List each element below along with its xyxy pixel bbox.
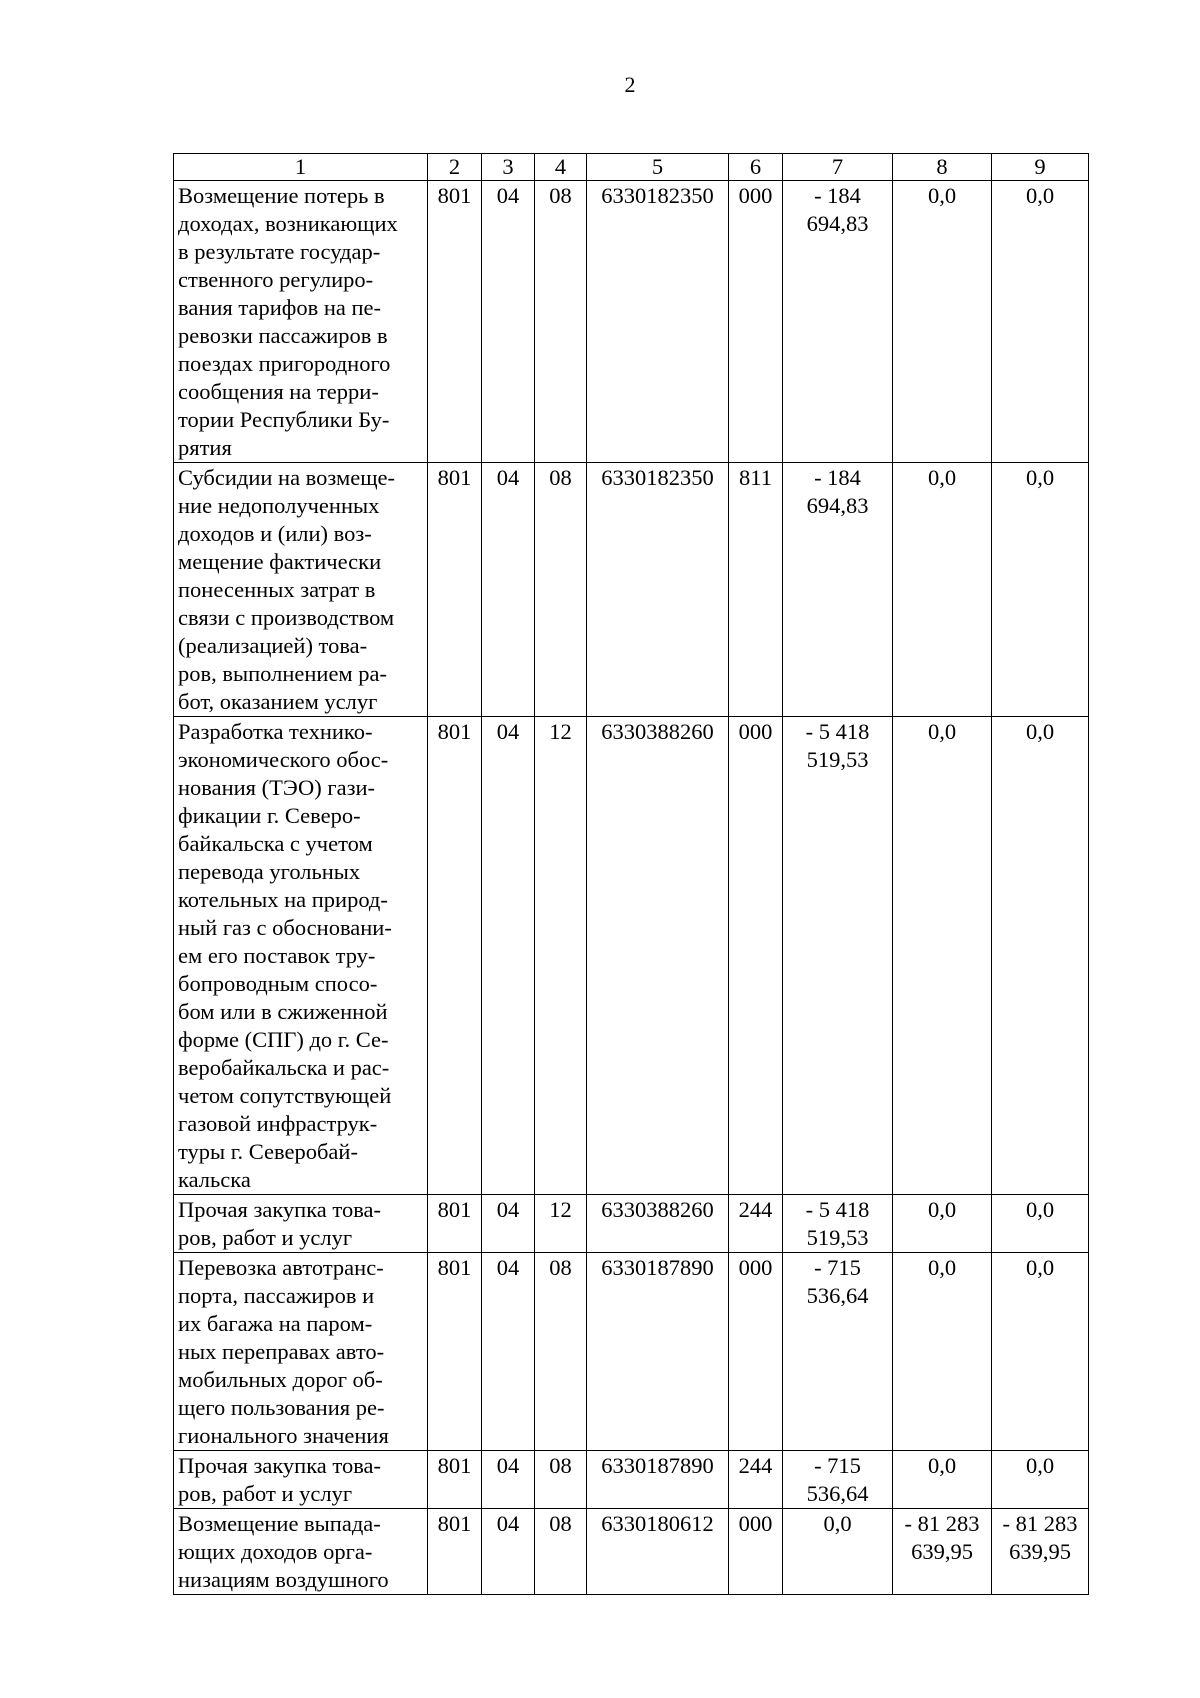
expense-type-code: 811	[729, 463, 783, 717]
grbs-code: 801	[428, 463, 482, 717]
target-article-code: 6330388260	[587, 717, 729, 1195]
table-row	[174, 1451, 1089, 1509]
amount-col7: - 5 418 519,53	[783, 717, 893, 1195]
section-code: 04	[482, 1509, 535, 1595]
target-article-code: 6330182350	[587, 181, 729, 463]
table-row	[174, 1509, 1089, 1595]
target-article-code: 6330180612	[587, 1509, 729, 1595]
budget-table	[173, 153, 1089, 1595]
item-name: Разработка технико- экономического обос- нования (ТЭО) гази- фикации г. Северо- байкальска с учетом перевода угольных котельных на природ- ный газ с обосновани- ем его поставок тру- бопроводным спосо- бом или в сжиженной форме (СПГ) до г. Се- веробайкальска и рас- четом сопутствующей газовой инфраструк- туры г. Северобай- кальска	[174, 717, 428, 1195]
item-name: Возмещение выпада- ющих доходов орга- низациям воздушного	[174, 1509, 428, 1595]
amount-col7: - 5 418 519,53	[783, 1195, 893, 1253]
item-name: Субсидии на возмеще- ние недополученных доходов и (или) воз- мещение фактически понесенных затрат в связи с производством (реализацией) това- ров, выполнением ра- бот, оказанием услуг	[174, 463, 428, 717]
subsection-code: 12	[535, 717, 587, 1195]
target-article-code: 6330187890	[587, 1253, 729, 1451]
grbs-code: 801	[428, 1253, 482, 1451]
amount-col8: 0,0	[893, 1253, 992, 1451]
item-name: Прочая закупка това- ров, работ и услуг	[174, 1195, 428, 1253]
header-cell: 6	[729, 154, 783, 181]
table-row	[174, 463, 1089, 717]
amount-col8: 0,0	[893, 717, 992, 1195]
amount-col7: 0,0	[783, 1509, 893, 1595]
amount-col7: - 184 694,83	[783, 181, 893, 463]
header-cell: 2	[428, 154, 482, 181]
table-row	[174, 1253, 1089, 1451]
target-article-code: 6330388260	[587, 1195, 729, 1253]
header-cell: 1	[174, 154, 428, 181]
subsection-code: 12	[535, 1195, 587, 1253]
grbs-code: 801	[428, 1451, 482, 1509]
subsection-code: 08	[535, 181, 587, 463]
amount-col7: - 715 536,64	[783, 1253, 893, 1451]
section-code: 04	[482, 1451, 535, 1509]
section-code: 04	[482, 1253, 535, 1451]
table-row	[174, 1195, 1089, 1253]
grbs-code: 801	[428, 1509, 482, 1595]
expense-type-code: 244	[729, 1195, 783, 1253]
expense-type-code: 000	[729, 717, 783, 1195]
amount-col9: 0,0	[992, 1451, 1089, 1509]
item-name: Перевозка автотранс- порта, пассажиров и их багажа на паром- ных переправах авто- мобильных дорог об- щего пользования ре- гионального значения	[174, 1253, 428, 1451]
amount-col9: 0,0	[992, 181, 1089, 463]
section-code: 04	[482, 717, 535, 1195]
header-row	[174, 154, 1089, 181]
subsection-code: 08	[535, 1509, 587, 1595]
header-cell: 8	[893, 154, 992, 181]
section-code: 04	[482, 463, 535, 717]
table-row	[174, 181, 1089, 463]
section-code: 04	[482, 1195, 535, 1253]
expense-type-code: 244	[729, 1451, 783, 1509]
grbs-code: 801	[428, 1195, 482, 1253]
amount-col9: - 81 283 639,95	[992, 1509, 1089, 1595]
amount-col8: - 81 283 639,95	[893, 1509, 992, 1595]
amount-col9: 0,0	[992, 1195, 1089, 1253]
expense-type-code: 000	[729, 1253, 783, 1451]
header-cell: 3	[482, 154, 535, 181]
header-cell: 4	[535, 154, 587, 181]
amount-col9: 0,0	[992, 717, 1089, 1195]
amount-col8: 0,0	[893, 181, 992, 463]
header-cell: 7	[783, 154, 893, 181]
amount-col9: 0,0	[992, 463, 1089, 717]
amount-col7: - 715 536,64	[783, 1451, 893, 1509]
target-article-code: 6330187890	[587, 1451, 729, 1509]
header-cell: 9	[992, 154, 1089, 181]
section-code: 04	[482, 181, 535, 463]
grbs-code: 801	[428, 717, 482, 1195]
amount-col8: 0,0	[893, 463, 992, 717]
page-number: 2	[624, 72, 636, 97]
expense-type-code: 000	[729, 1509, 783, 1595]
amount-col8: 0,0	[893, 1451, 992, 1509]
subsection-code: 08	[535, 463, 587, 717]
subsection-code: 08	[535, 1451, 587, 1509]
subsection-code: 08	[535, 1253, 587, 1451]
item-name: Возмещение потерь в доходах, возникающих в результате государ- ственного регулиро- вания тарифов на пе- ревозки пассажиров в поездах пригородного сообщения на терри- тории Республики Бу- рятия	[174, 181, 428, 463]
amount-col8: 0,0	[893, 1195, 992, 1253]
amount-col9: 0,0	[992, 1253, 1089, 1451]
item-name: Прочая закупка това- ров, работ и услуг	[174, 1451, 428, 1509]
amount-col7: - 184 694,83	[783, 463, 893, 717]
expense-type-code: 000	[729, 181, 783, 463]
target-article-code: 6330182350	[587, 463, 729, 717]
header-cell: 5	[587, 154, 729, 181]
grbs-code: 801	[428, 181, 482, 463]
table-row	[174, 717, 1089, 1195]
